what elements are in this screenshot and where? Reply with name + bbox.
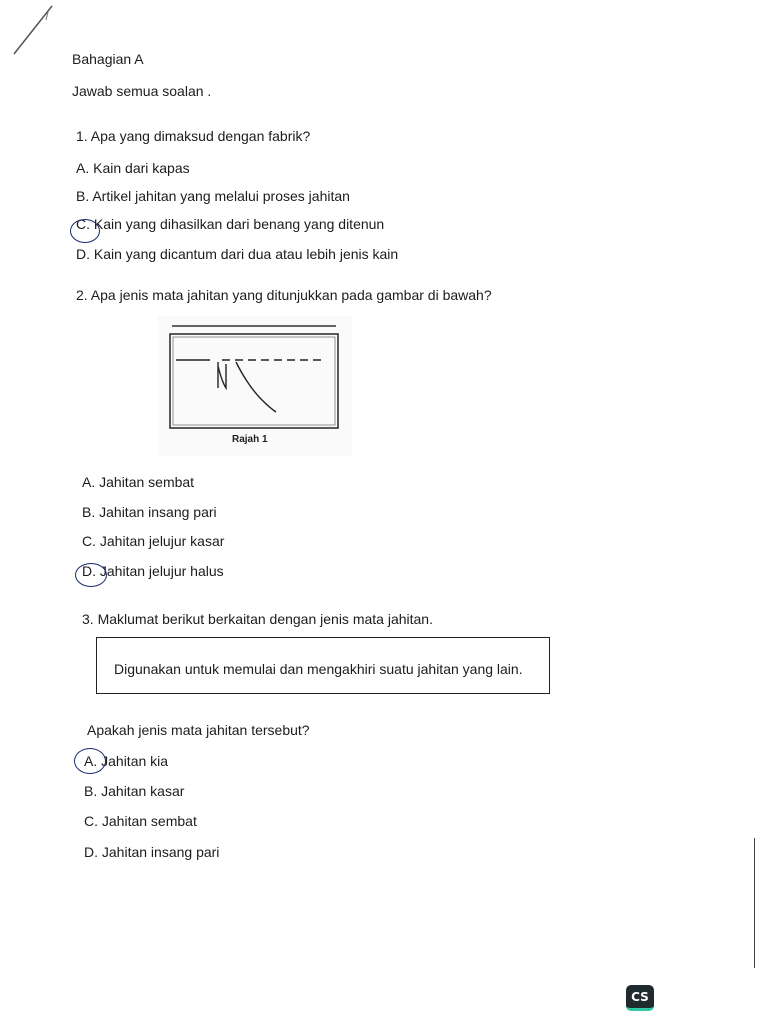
q3-option-a: A. Jahitan kia — [84, 753, 169, 769]
q2-option-c: C. Jahitan jelujur kasar — [82, 533, 225, 549]
q2-answer-circle — [75, 563, 107, 587]
instruction: Jawab semua soalan . — [72, 83, 212, 99]
q1-option-d: D. Kain yang dicantum dari dua atau lebih jenis kain — [76, 246, 399, 262]
q3-option-b: B. Jahitan kasar — [84, 783, 185, 799]
figure-caption: Rajah 1 — [232, 434, 268, 445]
q3-option-d: D. Jahitan insang pari — [84, 844, 220, 860]
question-2: 2. Apa jenis mata jahitan yang ditunjukkan pada gambar di bawah? — [76, 287, 492, 303]
q3-answer-circle — [74, 748, 106, 774]
scan-edge-line — [754, 838, 755, 968]
q2-option-d: D. Jahitan jelujur halus — [82, 563, 224, 579]
section-title: Bahagian A — [72, 51, 144, 67]
q2-option-a: A. Jahitan sembat — [82, 474, 195, 490]
q2-option-b: B. Jahitan insang pari — [82, 504, 217, 520]
q3-option-c: C. Jahitan sembat — [84, 813, 197, 829]
question-1: 1. Apa yang dimaksud dengan fabrik? — [76, 128, 311, 144]
q1-answer-circle — [70, 219, 100, 243]
info-box-text: Digunakan untuk memulai dan mengakhiri suatu jahitan yang lain. — [114, 661, 523, 677]
pen-stroke-mark — [8, 2, 58, 58]
q1-option-c: C. Kain yang dihasilkan dari benang yang ditenun — [76, 216, 385, 232]
q1-option-b: B. Artikel jahitan yang melalui proses jahitan — [76, 188, 350, 204]
question-3: 3. Maklumat berikut berkaitan dengan jenis mata jahitan. — [82, 611, 433, 627]
q1-option-a: A. Kain dari kapas — [76, 160, 190, 176]
camscanner-logo: CS — [626, 985, 654, 1011]
question-3-prompt: Apakah jenis mata jahitan tersebut? — [87, 722, 310, 738]
